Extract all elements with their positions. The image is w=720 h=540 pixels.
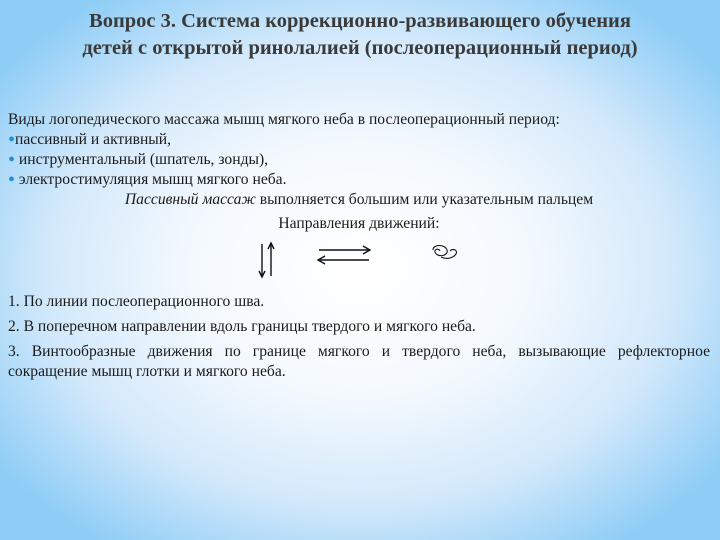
massage-steps-list xyxy=(8,292,710,382)
intro-text: Виды логопедического массажа мышц мягкого неба в послеоперационный период: xyxy=(8,111,560,128)
title-line-2: детей с открытой ринолалией (послеоперационный период) xyxy=(82,37,638,59)
list-item-text: пассивный и активный, xyxy=(15,131,172,148)
passive-massage-line xyxy=(8,190,710,210)
left-right-arrows-icon xyxy=(313,240,375,270)
bullet-icon: • xyxy=(8,129,16,151)
step-item: 3. Винтообразные движения по границе мягкого и твердого неба, вызывающие рефлекторное сокращение мышц глотки и мягкого неба. xyxy=(8,343,710,380)
step-item: 2. В поперечном направлении вдоль границы твердого и мягкого неба. xyxy=(8,318,476,335)
bullet-icon: • xyxy=(8,149,16,171)
bullet-icon: • xyxy=(8,169,16,191)
list-item xyxy=(8,130,710,150)
up-down-arrows-icon xyxy=(253,240,281,280)
step-item: 1. По линии послеоперационного шва. xyxy=(8,293,265,310)
list-item-text: инструментальный (шпатель, зонды), xyxy=(15,151,269,168)
massage-types-list xyxy=(8,130,710,190)
passive-massage-emphasis: Пассивный массаж xyxy=(124,191,256,208)
spiral-motion-icon xyxy=(423,240,463,270)
list-item-text: электростимуляция мышц мягкого неба. xyxy=(15,171,287,188)
slide-body xyxy=(8,110,710,387)
passive-massage-rest: выполняется большим или указательным пальцем xyxy=(255,191,594,208)
movement-directions-diagram xyxy=(8,240,710,286)
slide-title xyxy=(20,8,700,62)
list-item xyxy=(8,170,710,190)
title-line-1: Вопрос 3. Система коррекционно-развивающего обучения xyxy=(89,10,631,32)
list-item xyxy=(8,150,710,170)
directions-label: Направления движений: xyxy=(278,215,440,232)
